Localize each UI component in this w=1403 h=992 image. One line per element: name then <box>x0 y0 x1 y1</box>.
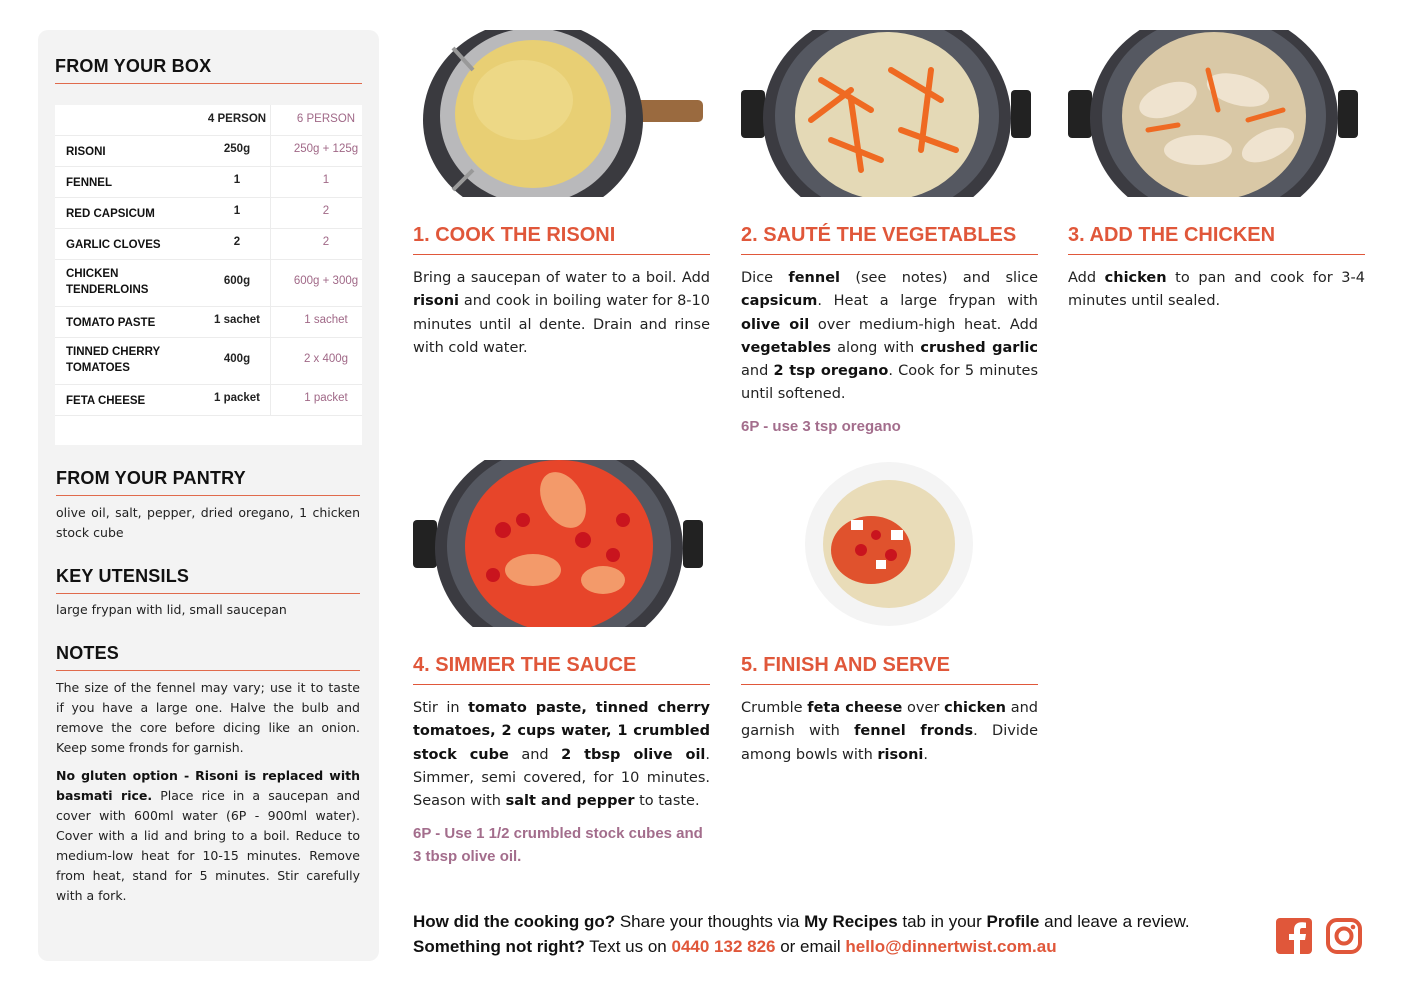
gluten-free-note <box>56 766 360 906</box>
bold-text: 2 tbsp olive oil <box>561 746 706 763</box>
text-run: Stir in <box>413 700 469 716</box>
ingredient-name: TINNED CHERRY TOMATOES <box>66 346 160 374</box>
ingredient-name: GARLIC CLOVES <box>66 239 161 251</box>
ingredient-row <box>55 167 362 198</box>
ingredients-table <box>55 105 362 445</box>
bold-text: risoni <box>413 293 460 310</box>
gluten-free-note-title: No gluten option - Risoni is replaced with basmati rice. <box>56 768 360 803</box>
step-instructions <box>413 697 710 813</box>
support-line <box>413 934 1253 959</box>
column-divider <box>270 229 271 260</box>
column-divider <box>270 136 271 167</box>
text-run: and garnish with <box>741 700 1038 740</box>
key-utensils-heading: KEY UTENSILS <box>56 566 190 586</box>
step-title: 5. FINISH AND SERVE <box>741 654 950 676</box>
column-divider <box>270 198 271 229</box>
text-run: Share your thoughts via <box>615 912 805 931</box>
tomato-sauce-in-frypan-photo <box>413 460 710 627</box>
text-run: to pan and cook for 3-4 minutes until sealed. <box>1068 270 1365 310</box>
risoni-in-strainer-photo <box>413 30 710 197</box>
text-run: and cook in boiling water for 8-10 minutes until al dente. Drain and rinse with cold water. <box>413 293 710 356</box>
text-run: . Divide among bowls with <box>741 723 1038 763</box>
text-run: . Simmer, semi covered, for 10 minutes. Season with <box>413 746 710 810</box>
ingredient-name: CHICKEN TENDERLOINS <box>66 268 149 296</box>
step-instructions <box>741 697 1038 767</box>
quantity-6-person: 2 <box>322 204 330 217</box>
step-rule <box>1068 254 1365 255</box>
step-rule <box>741 684 1038 685</box>
chicken-in-frypan-photo <box>1068 30 1365 197</box>
bold-text: Profile <box>986 912 1040 931</box>
heading-rule <box>56 593 360 594</box>
quantity-6-person: 250g + 125g <box>293 142 359 155</box>
step-rule <box>741 254 1038 255</box>
utensils-text: large frypan with lid, small saucepan <box>56 602 287 617</box>
quantity-6-person: 1 packet <box>304 391 348 404</box>
text-run: and <box>741 363 774 380</box>
six-person-note: 6P - use 3 tsp oregano <box>741 418 901 435</box>
quantity-4-person: 1 <box>233 173 241 186</box>
ingredient-row <box>55 229 362 260</box>
bold-text: crushed garlic <box>920 339 1038 356</box>
ingredient-row <box>55 198 362 229</box>
step-rule <box>413 254 710 255</box>
text-run: and <box>508 746 562 763</box>
facebook-icon[interactable] <box>1276 918 1312 954</box>
text-run: Crumble <box>741 700 808 716</box>
feedback-footer <box>413 909 1253 959</box>
text-run: . Cook for 5 minutes until softened. <box>741 363 1038 403</box>
ingredient-row <box>55 260 362 307</box>
pantry-text: olive oil, salt, pepper, dried oregano, 1 chicken stock cube <box>56 505 360 540</box>
text-run: to taste. <box>634 793 700 810</box>
bold-text: Something not right? <box>413 937 585 956</box>
quantity-6-person: 1 sachet <box>304 313 348 326</box>
text-run: . <box>923 746 929 763</box>
quantity-6-person: 600g + 300g <box>293 274 359 287</box>
notes-paragraph: The size of the fennel may vary; use it to taste if you have a large one. Halve the bulb and remove the core before dicing like an onion. Keep some fronds for garnish. <box>56 680 360 755</box>
gluten-free-note-body: Place rice in a saucepan and cover with 600ml water (6P - 900ml water). Cover with a lid and bring to a boil. Reduce to medium-low heat for 10-15 minutes. Remove from heat, stand for 5 minutes. Stir carefully with a fork. <box>56 788 361 903</box>
step-title: 1. COOK THE RISONI <box>413 224 616 246</box>
contact-link[interactable]: hello@dinnertwist.com.au <box>845 937 1057 956</box>
heading-rule <box>55 83 362 84</box>
quantity-4-person: 2 <box>233 235 241 248</box>
heading-rule <box>56 670 360 671</box>
ingredient-row <box>55 338 362 385</box>
text-run: over <box>902 700 945 716</box>
quantity-6-person: 2 <box>322 235 330 248</box>
step-title: 3. ADD THE CHICKEN <box>1068 224 1276 246</box>
notes-heading: NOTES <box>56 643 120 663</box>
ingredient-row <box>55 307 362 338</box>
ingredient-name: TOMATO PASTE <box>66 317 156 329</box>
quantity-6-person: 1 <box>322 173 330 186</box>
instagram-icon[interactable] <box>1326 918 1362 954</box>
bold-text: How did the cooking go? <box>413 912 616 931</box>
bold-text: My Recipes <box>804 912 898 931</box>
text-run: over medium-high heat. Add <box>809 316 1039 333</box>
step-instructions <box>741 267 1038 407</box>
column-divider <box>270 385 271 416</box>
text-run: Bring a saucepan of water to a boil. Add <box>413 270 710 286</box>
from-your-pantry-heading: FROM YOUR PANTRY <box>56 468 246 488</box>
quantity-4-person: 400g <box>223 352 251 365</box>
contact-link[interactable]: 0440 132 826 <box>671 937 776 956</box>
step-rule <box>413 684 710 685</box>
bold-text: risoni <box>877 746 924 763</box>
column-divider <box>270 260 271 307</box>
column-divider <box>270 307 271 338</box>
step-title: 4. SIMMER THE SAUCE <box>413 654 637 676</box>
quantity-4-person: 600g <box>223 274 251 287</box>
text-run: or email <box>775 937 846 956</box>
column-divider <box>270 105 271 136</box>
ingredient-row <box>55 136 362 167</box>
bold-text: feta cheese <box>807 700 903 716</box>
text-run: and leave a review. <box>1039 912 1190 931</box>
column-divider <box>270 338 271 385</box>
text-run: (see notes) and slice <box>840 270 1038 286</box>
bold-text: fennel <box>788 270 840 286</box>
quantity-4-person: 1 <box>233 204 241 217</box>
ingredient-name: FETA CHEESE <box>66 395 146 407</box>
ingredient-name: RED CAPSICUM <box>66 208 155 220</box>
bold-text: chicken <box>1104 270 1167 286</box>
column-divider <box>270 167 271 198</box>
step-title: 2. SAUTÉ THE VEGETABLES <box>741 224 1017 246</box>
feedback-line <box>413 909 1253 934</box>
six-person-note: 6P - Use 1 1/2 crumbled stock cubes and 3 tbsp olive oil. <box>413 825 703 865</box>
text-run: Add <box>1068 270 1105 286</box>
column-header-6-person: 6 PERSON <box>296 113 356 125</box>
bold-text: tomato paste, tinned cherry tomatoes, 2 cups water, 1 crumbled stock cube <box>413 700 710 763</box>
step-instructions <box>1068 267 1365 314</box>
bold-text: fennel fronds <box>854 723 974 740</box>
heading-rule <box>56 495 360 496</box>
ingredient-name: FENNEL <box>66 177 112 189</box>
text-run: along with <box>831 339 921 356</box>
step-instructions <box>413 267 710 360</box>
bold-text: vegetables <box>741 339 832 356</box>
text-run: . Heat a large frypan with <box>817 293 1038 310</box>
bold-text: 2 tsp oregano <box>773 363 889 380</box>
table-header-row <box>55 105 362 136</box>
from-your-box-heading: FROM YOUR BOX <box>55 56 212 76</box>
text-run: tab in your <box>897 912 987 931</box>
quantity-6-person: 2 x 400g <box>303 352 349 365</box>
column-header-4-person: 4 PERSON <box>207 113 267 125</box>
ingredient-row <box>55 385 362 416</box>
text-run: Dice <box>741 270 789 286</box>
bold-text: capsicum <box>741 293 818 310</box>
quantity-4-person: 1 packet <box>213 391 261 404</box>
vegetables-in-frypan-photo <box>741 30 1038 197</box>
plated-dish-photo <box>741 460 1038 627</box>
bold-text: olive oil <box>741 316 810 333</box>
quantity-4-person: 1 sachet <box>213 313 261 326</box>
quantity-4-person: 250g <box>223 142 251 155</box>
bold-text: salt and pepper <box>505 793 635 810</box>
bold-text: chicken <box>944 700 1006 716</box>
text-run: Text us on <box>584 937 672 956</box>
ingredient-name: RISONI <box>66 146 106 158</box>
